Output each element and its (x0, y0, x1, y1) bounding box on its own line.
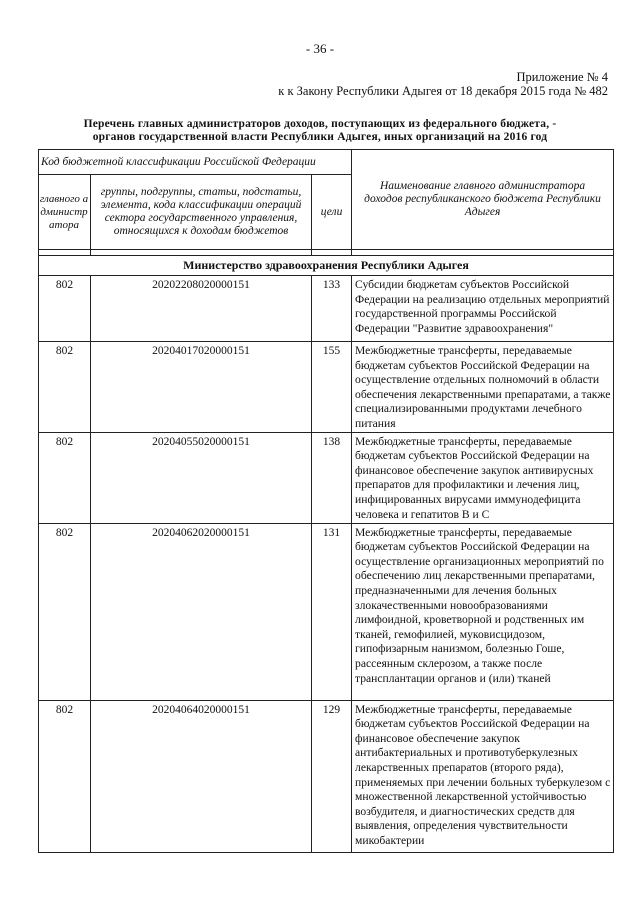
classification-code-cell: 20204062020000151 (91, 523, 312, 700)
ministry-row (39, 256, 614, 276)
heading-line-1: Перечень главных администраторов доходов, поступающих из федерального бюджета, - (83, 118, 557, 130)
classification-code-cell: 20204055020000151 (91, 432, 312, 523)
admin-code-cell: 802 (39, 700, 91, 852)
ministry-name: Министерство здравоохранения Республики Адыгея (39, 256, 614, 276)
table-row (39, 276, 614, 342)
header-row-top (39, 150, 614, 175)
admin-code-cell: 802 (39, 432, 91, 523)
appendix-reference (278, 70, 608, 98)
goal-code-cell: 155 (312, 342, 352, 433)
classification-code-cell: 20204064020000151 (91, 700, 312, 852)
classification-code-cell: 20202208020000151 (91, 276, 312, 342)
admin-code-cell: 802 (39, 342, 91, 433)
appendix-title: Приложение № 4 (516, 70, 608, 84)
classification-code-cell: 20204017020000151 (91, 342, 312, 433)
admin-code-cell: 802 (39, 276, 91, 342)
table-row (39, 700, 614, 852)
goal-code-cell: 129 (312, 700, 352, 852)
header-goal: цели (312, 175, 352, 250)
goal-code-cell: 131 (312, 523, 352, 700)
table-row (39, 523, 614, 700)
administrators-table (38, 149, 614, 853)
heading-line-2: органов государственной власти Республики Адыгея, иных организаций на 2016 год (92, 131, 548, 143)
description-cell: Межбюджетные трансферты, передаваемые бюджетам субъектов Российской Федерации на осуществление организационных мероприятий по обеспечению лиц лекарственными препаратами, предназначенными для лечения больных злокачественными новообразованиями лимфоидной, кроветворной и родственных им тканей, гемофилией, муковисцидозом, гипофизарным нанизмом, болезнью Гоше, рассеянным склерозом, а также после трансплантации органов и (или) тканей (352, 523, 614, 700)
document-heading (26, 118, 614, 144)
description-cell: Межбюджетные трансферты, передаваемые бюджетам субъектов Российской Федерации на финансовое обеспечение закупок антивирусных препаратов для профилактики и лечения лиц, инфицированных вирусами иммунодефицита человека и гепатитов В и С (352, 432, 614, 523)
header-groups: группы, подгруппы, статьи, подстатьи, элемента, кода классификации операций сектора государственного управления, относящихся к доходам бюджетов (91, 175, 312, 250)
header-budget-code: Код бюджетной классификации Российской Федерации (39, 150, 352, 175)
header-admin (39, 175, 91, 250)
goal-code-cell: 133 (312, 276, 352, 342)
admin-code-cell: 802 (39, 523, 91, 700)
table-row (39, 342, 614, 433)
appendix-law: к к Закону Республики Адыгея от 18 декабря 2015 года № 482 (278, 84, 608, 98)
goal-code-cell: 138 (312, 432, 352, 523)
header-admin-name: Наименование главного администратора доходов республиканского бюджета Республики Адыгея (352, 150, 614, 250)
table-row (39, 432, 614, 523)
description-cell: Межбюджетные трансферты, передаваемые бюджетам субъектов Российской Федерации на финансовое обеспечение закупок антибактериальных и противотуберкулезных лекарственных препаратов (второго ряда), применяемых при лечении больных туберкулезом с множественной лекарственной устойчивостью возбудителя, и диагностических средств для выявления, определения чувствительности микобактерии (352, 700, 614, 852)
description-cell: Субсидии бюджетам субъектов Российской Федерации на реализацию отдельных мероприятий государственной программы Российской Федерации "Развитие здравоохранения" (352, 276, 614, 342)
description-cell: Межбюджетные трансферты, передаваемые бюджетам субъектов Российской Федерации на осуществление отдельных полномочий в области обеспечения лекарственными препаратами, а также специализированными продуктами лечебного питания (352, 342, 614, 433)
header-admin-text: главного администратора (39, 192, 89, 231)
page-number: - 36 - (305, 41, 335, 56)
